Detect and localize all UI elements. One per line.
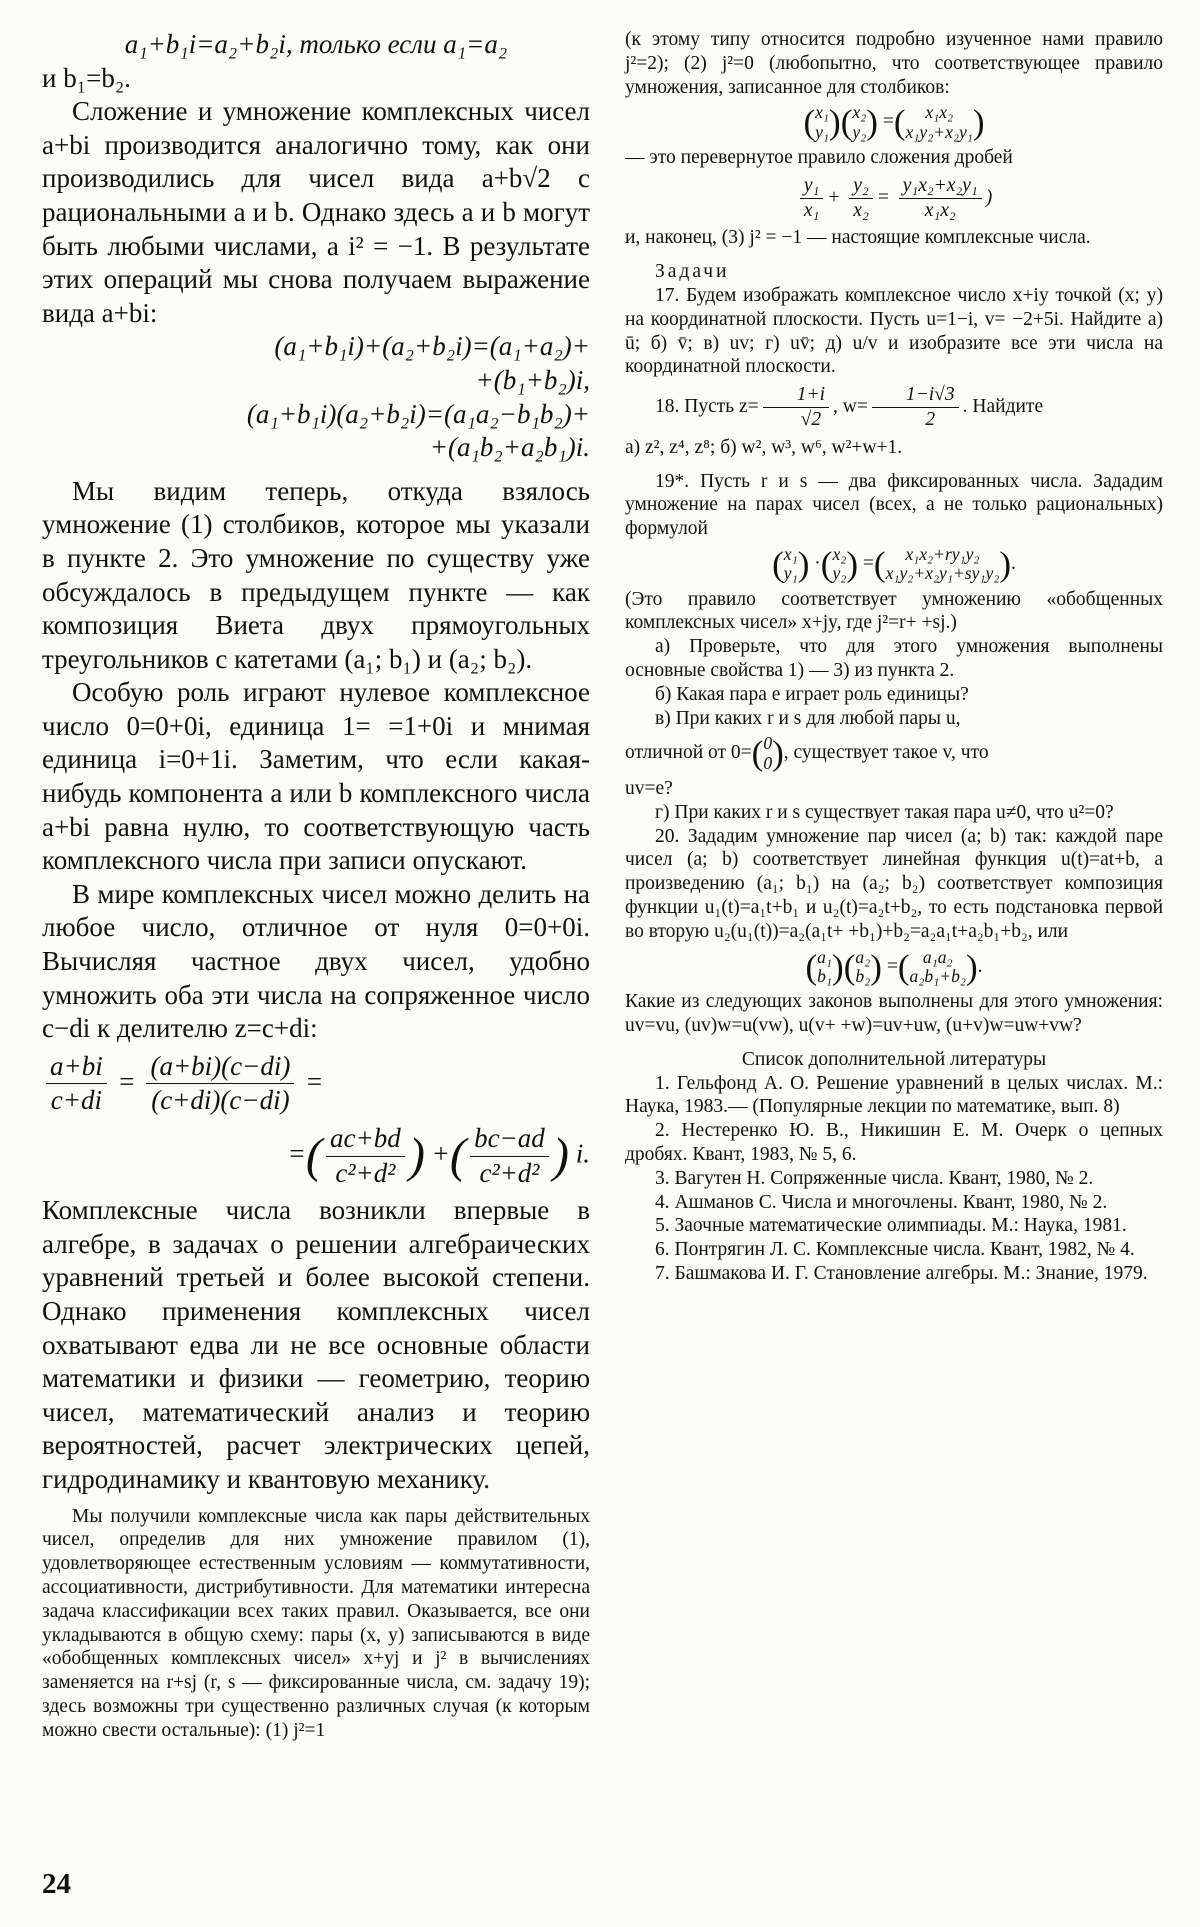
literature-item: 2. Нестеренко Ю. В., Никишин Е. М. Очерк о цепных дробях. Квант, 1983, № 5, 6. [625, 1120, 1163, 1165]
task-18-items: а) z², z⁴, z⁸; б) w², w³, w⁶, w²+w+1. [625, 436, 903, 458]
paragraph-addition: Сложение и умножение комплексных чисел a+bi производится аналогично тому, как они производились для чисел вида a+b√2 с рациональными a и b. Однако здесь a и b могут быть любыми числами, а i² = −1. В результате этих операций мы снова получаем выражение вида a+bi: [42, 96, 590, 328]
paragraph-cases: (к этому типу относится подробно изученное нами правило j²=2); (2) j²=0 (любопытно, что соответствующее правило умножения, записанное для столбиков: [625, 29, 1163, 98]
fraction: $\frac{ac+bd}{\text{c²+d²}}$ [326, 1122, 405, 1190]
task-19-a: а) Проверьте, что для этого умножения выполнены основные свойства 1) — 3) из пункта 2. [625, 636, 1163, 681]
task-19-d: г) При каких r и s существует такая пара u≠0, что u²=0? [655, 801, 1114, 823]
literature-item: 6. Понтрягин Л. С. Комплексные числа. Квант, 1982, № 4. [655, 1239, 1135, 1261]
fraction: $\frac{bc-ad}{\text{c²+d²}}$ [470, 1122, 549, 1190]
paragraph-history: Комплексные числа возникли впервые в алгебре, в задачах о решении алгебраических уравнений третьей и более высокой степени. Однако применения комплексных чисел охватывают едва ли не все основные области математики и физики — геометрию, теорию чисел, математический анализ и теорию вероятностей, расчет электрических цепей, гидродинамику и квантовую механику. [42, 1195, 590, 1494]
equality-condition-end: и b₁=b₂. [42, 62, 132, 93]
literature-item: 3. Вагутен Н. Сопряженные числа. Квант, 1980, № 2. [655, 1167, 1094, 1189]
page-number: 24 [42, 1868, 71, 1900]
composition-formula: (a₁ b₁)(a₂ b₂) =( a₁a₂ a₂b₁+b₂). [805, 946, 983, 986]
literature-item: 5. Заочные математические олимпиады. М.: Наука, 1981. [655, 1215, 1127, 1237]
division-formula-line2: =( $\frac{ac+bd}{\text{c²+d²}}$ ) +( $\frac{bc-ad}{\text{c²+d²}}$ ) i. [42, 1122, 590, 1190]
paragraph-complex-case: и, наконец, (3) j² = −1 — настоящие комплексные числа. [625, 227, 1091, 249]
task-17: 17. Будем изображать комплексное число x+iy точкой (x; y) на координатной плоскости. Пусть u=1−i, v= −2+5i. Найдите а) ū; б) v̄; в) uv; г) uv̄; д) u/v и изобразите все эти числа на координатной плоскости. [625, 285, 1163, 378]
fraction: $\frac{(a+bi)(c-di)}{(c+di)(c-di)}$ [146, 1050, 294, 1118]
task-19-c-cont: отличной от 0=(0 0), существует такое v, что [625, 733, 989, 773]
literature-item: 7. Башмакова И. Г. Становление алгебры. М.: Знание, 1979. [655, 1262, 1148, 1284]
paragraph-classification: Мы получили комплексные числа как пары действительных чисел, определив для них умножение правилом (1), удовлетворяющее естественным условиям — коммутативности, ассоциативности, дистрибутивности. Для математики интересна задача классификации всех таких правил. Оказывается, все они укладываются в общую схему: пары (x, y) записываются в виде «обобщенных комплексных чисел» x+yj и j² в вычислениях заменяется на r+sj (r, s — фиксированные числа, см. задачу 19); здесь возможны три существенно различных случая (к которым можно свести остальные): (1) j²=1 [42, 1505, 590, 1741]
right-column [625, 28, 1163, 1286]
task-19-note: (Это правило соответствует умножению «обобщенных комплексных чисел» x+jy, где j²=r+ +sj.) [625, 588, 1163, 634]
equality-condition: a₁+b₁i=a₂+b₂i, только если a₁=a₂ [124, 29, 508, 59]
tasks-heading: Задачи [655, 261, 730, 283]
column-product-formula: (x₁ y₁)(x₂ y₂) =( x₁x₂ x₁y₂+x₂y₁) [803, 102, 985, 142]
task-18: 18. Пусть z= $\frac{1+i}{√2}$ , w= $\frac{1-i√3}{2}$ . Найдите [655, 384, 1044, 430]
paragraph-multiplication: Мы видим теперь, откуда взялось умножение (1) столбиков, которое мы указали в пункте 2. Это умножение по существу уже обсуждалось в предыдущем пункте — как композиция Виета двух прямоугольных треугольников с катетами (a₁; b₁) и (a₂; b₂). [42, 475, 590, 674]
formula-sum-a: (a₁+b₁i)+(a₂+b₂i)=(a₁+a₂)+ [274, 331, 590, 362]
literature-title: Список дополнительной литературы [741, 1048, 1047, 1070]
left-column [42, 28, 590, 1743]
literature-item: 4. Ашманов С. Числа и многочлены. Квант, 1980, № 2. [655, 1191, 1108, 1213]
task-19-c: в) При каких r и s для любой пары u, [655, 707, 961, 729]
formula-sum-b: +(b₁+b₂)i, [475, 364, 590, 395]
generalized-product-formula: (x₁ y₁) ·(x₂ y₂) =( x₁x₂+ry₁y₂ x₁y₂+x₂y₁+sy₁y₂). [772, 543, 1016, 584]
task-20: 20. Зададим умножение пар чисел (a; b) так: каждой паре чисел (a; b) соответствует линейная функция u(t)=at+b, а произведению (a₁; b₁) на (a₂; b₂) соответствует композиция функции u₁(t)=a₁t+b₁ и u₂(t)=a₂t+b₂, то есть подстановка первой во вторую u₂(u₁(t))=a₂(a₁t+ +b₁)+b₂=a₂a₁t+a₂b₁+b₂, или [625, 825, 1163, 942]
division-formula-line1: $\frac{a+bi}{c+di}$ = $\frac{(a+bi)(c-di)}{(c+di)(c-di)}$ = [42, 1050, 590, 1118]
task-20-question: Какие из следующих законов выполнены для этого умножения: uv=vu, (uv)w=u(vw), u(v+ +w)=uv+uw, (u+v)w=uw+vw? [625, 991, 1163, 1036]
formula-product-a: (a₁+b₁i)(a₂+b₂i)=(a₁a₂−b₁b₂)+ [246, 398, 590, 429]
paragraph-fraction-rule: — это перевернутое правило сложения дробей [625, 147, 1013, 169]
task-19: 19*. Пусть r и s — два фиксированных числа. Зададим умножение на парах чисел (всех, а не только рациональных) формулой [625, 470, 1163, 540]
fraction-sum-formula: $\frac{\text{y₁}}{\text{x₁}}$ + $\frac{\text{y₂}}{\text{x₂}}$ = $\frac{\text{y₁x₂+x₂y₁}}{\text{x₁x₂}}$ ) [625, 174, 1163, 223]
paragraph-special-numbers: Особую роль играют нулевое комплексное число 0=0+0i, единица 1= =1+0i и мнимая единица i=0+1i. Заметим, что если какая-нибудь компонента a или b комплексного числа a+bi равна нулю, то соответствующую часть комплексного числа при записи опускают. [42, 677, 590, 876]
literature-item: 1. Гельфонд А. О. Решение уравнений в целых числах. М.: Наука, 1983.— (Популярные лекции по математике, вып. 8) [625, 1072, 1163, 1118]
task-19-b: б) Какая пара e играет роль единицы? [655, 683, 969, 705]
task-19-c-end: uv=e? [625, 778, 673, 799]
formula-product-b: +(a₁b₂+a₂b₁)i. [429, 432, 590, 463]
fraction: $\frac{a+bi}{c+di}$ [46, 1050, 107, 1118]
paragraph-division: В мире комплексных чисел можно делить на любое число, отличное от нуля 0=0+0i. Вычисляя частное двух чисел, удобно умножить оба эти числа на сопряженное число c−di к делителю z=c+di: [42, 878, 590, 1044]
